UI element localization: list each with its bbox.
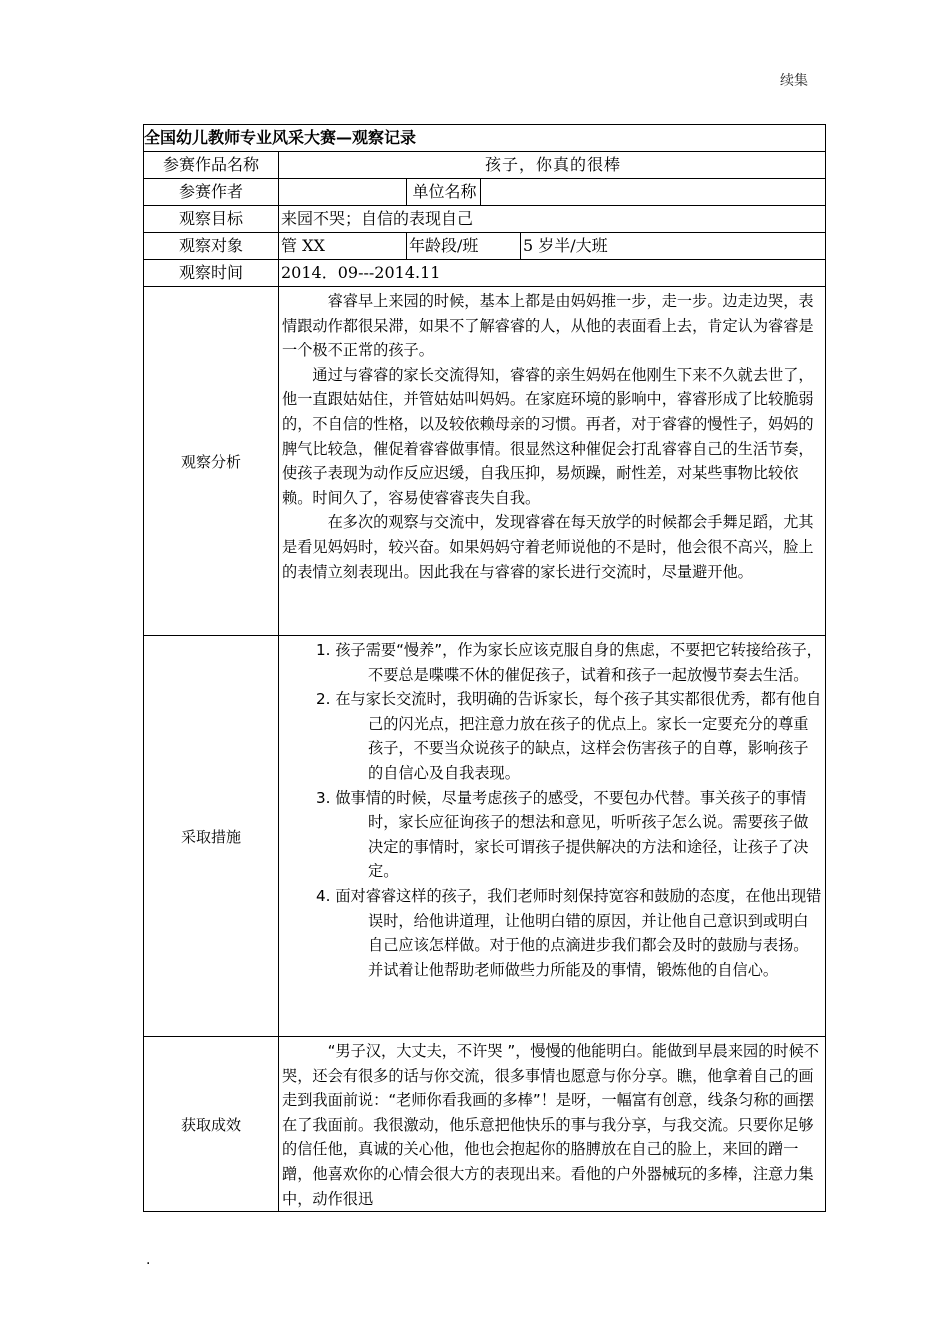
table-title: 全国幼儿教师专业风采大赛—观察记录: [144, 128, 417, 147]
continued-note: 续集: [780, 73, 808, 89]
work-name-label: 参赛作品名称: [144, 152, 279, 178]
row-work-name: [144, 151, 825, 178]
subject-value: 管 XX: [279, 233, 407, 259]
unit-value: [481, 179, 825, 205]
results-label: 获取成效: [144, 1037, 279, 1211]
author-value: [279, 179, 407, 205]
measure-item: 2. 在与家长交流时，我明确的告诉家长，每个孩子其实都很优秀，都有他自己的闪光点，把注意力放在孩子的优点上。家长一定要充分的尊重孩子，不要当众说孩子的缺点，这样会伤害孩子的自尊，影响孩子的自信心及自我表现。: [316, 690, 822, 782]
age-value: 5 岁半/大班: [523, 236, 608, 255]
goal-value: 来园不哭；自信的表现自己: [281, 209, 474, 228]
results-text: [279, 1037, 825, 1211]
row-time: [144, 259, 825, 286]
work-name-value: 孩子，你真的很棒: [484, 155, 621, 174]
measures-list: [282, 638, 823, 982]
time-value: 2014．09---2014.11: [281, 263, 441, 282]
measures-text: [279, 636, 825, 1036]
analysis-paragraph: 睿睿早上来园的时候，基本上都是由妈妈推一步，走一步。边走边哭，表情跟动作都很呆滞，如果不了解睿睿的人，从他的表面看上去，肯定认为睿睿是一个极不正常的孩子。: [282, 292, 814, 360]
row-measures: [144, 635, 825, 1036]
measures-label: 采取措施: [144, 636, 279, 1036]
age-label: 年龄段/班: [407, 233, 521, 259]
results-paragraph: “男子汉，大丈夫，不许哭 ”，慢慢的他能明白。能做到早晨来园的时候不哭，还会有很多的话与你交流，很多事情也愿意与你分享。瞧，他拿着自己的画走到我面前说：“老师你看我画的多棒”！是呀，一幅富有创意，线条匀称的画摆在了我面前。我很激动，他乐意把他快乐的事与我分享，与我交流。只要你足够的信任他，真诚的关心他，他也会抱起你的胳膊放在自己的脸上，来回的蹭一蹭，他喜欢你的心情会很大方的表现出来。看他的户外器械玩的多棒，注意力集中，动作很迅: [282, 1042, 819, 1208]
goal-label: 观察目标: [144, 206, 279, 232]
observation-record-table: [143, 124, 826, 1212]
analysis-paragraph: 在多次的观察与交流中，发现睿睿在每天放学的时候都会手舞足蹈，尤其是看见妈妈时，较兴奋。如果妈妈守着老师说他的不是时，他会很不高兴，脸上的表情立刻表现出。因此我在与睿睿的家长进行交流时，尽量避开他。: [282, 513, 814, 581]
subject-label: 观察对象: [144, 233, 279, 259]
analysis-paragraph: 通过与睿睿的家长交流得知，睿睿的亲生妈妈在他刚生下来不久就去世了，他一直跟姑姑住，并管姑姑叫妈妈。在家庭环境的影响中，睿睿形成了比较脆弱的，不自信的性格，以及较依赖母亲的习惯。再者，对于睿睿的慢性子，妈妈的脾气比较急，催促着睿睿做事情。很显然这种催促会打乱睿睿自己的生活节奏，使孩子表现为动作反应迟缓，自我压抑，易烦躁，耐性差，对某些事物比较依赖。时间久了，容易使睿睿丧失自我。: [282, 365, 814, 507]
row-analysis: [144, 286, 825, 635]
measure-item: 3. 做事情的时候，尽量考虑孩子的感受，不要包办代替。事关孩子的事情时，家长应征询孩子的想法和意见，听听孩子怎么说。需要孩子做决定的事情时，家长可谓孩子提供解决的方法和途径，让孩子了决定。: [316, 788, 809, 881]
measure-item: 4. 面对睿睿这样的孩子，我们老师时刻保持宽容和鼓励的态度，在他出现错误时，给他讲道理，让他明白错的原因，并让他自己意识到或明白自己应该怎样做。对于他的点滴进步我们都会及时的鼓励与表扬。并试着让他帮助老师做些力所能及的事情，锻炼他的自信心。: [316, 886, 822, 979]
measure-item: 1. 孩子需要“慢养”，作为家长应该克服自身的焦虑，不要把它转接给孩子，不要总是喋喋不休的催促孩子，试着和孩子一起放慢节奏去生活。: [316, 641, 822, 684]
analysis-label: 观察分析: [144, 287, 279, 635]
row-subject: [144, 232, 825, 259]
time-label: 观察时间: [144, 260, 279, 286]
row-results: [144, 1036, 825, 1211]
unit-label: 单位名称: [407, 179, 481, 205]
row-goal: [144, 205, 825, 232]
author-label: 参赛作者: [144, 179, 279, 205]
row-author: [144, 178, 825, 205]
analysis-text: [279, 287, 825, 635]
footer-mark: .: [146, 1252, 151, 1268]
